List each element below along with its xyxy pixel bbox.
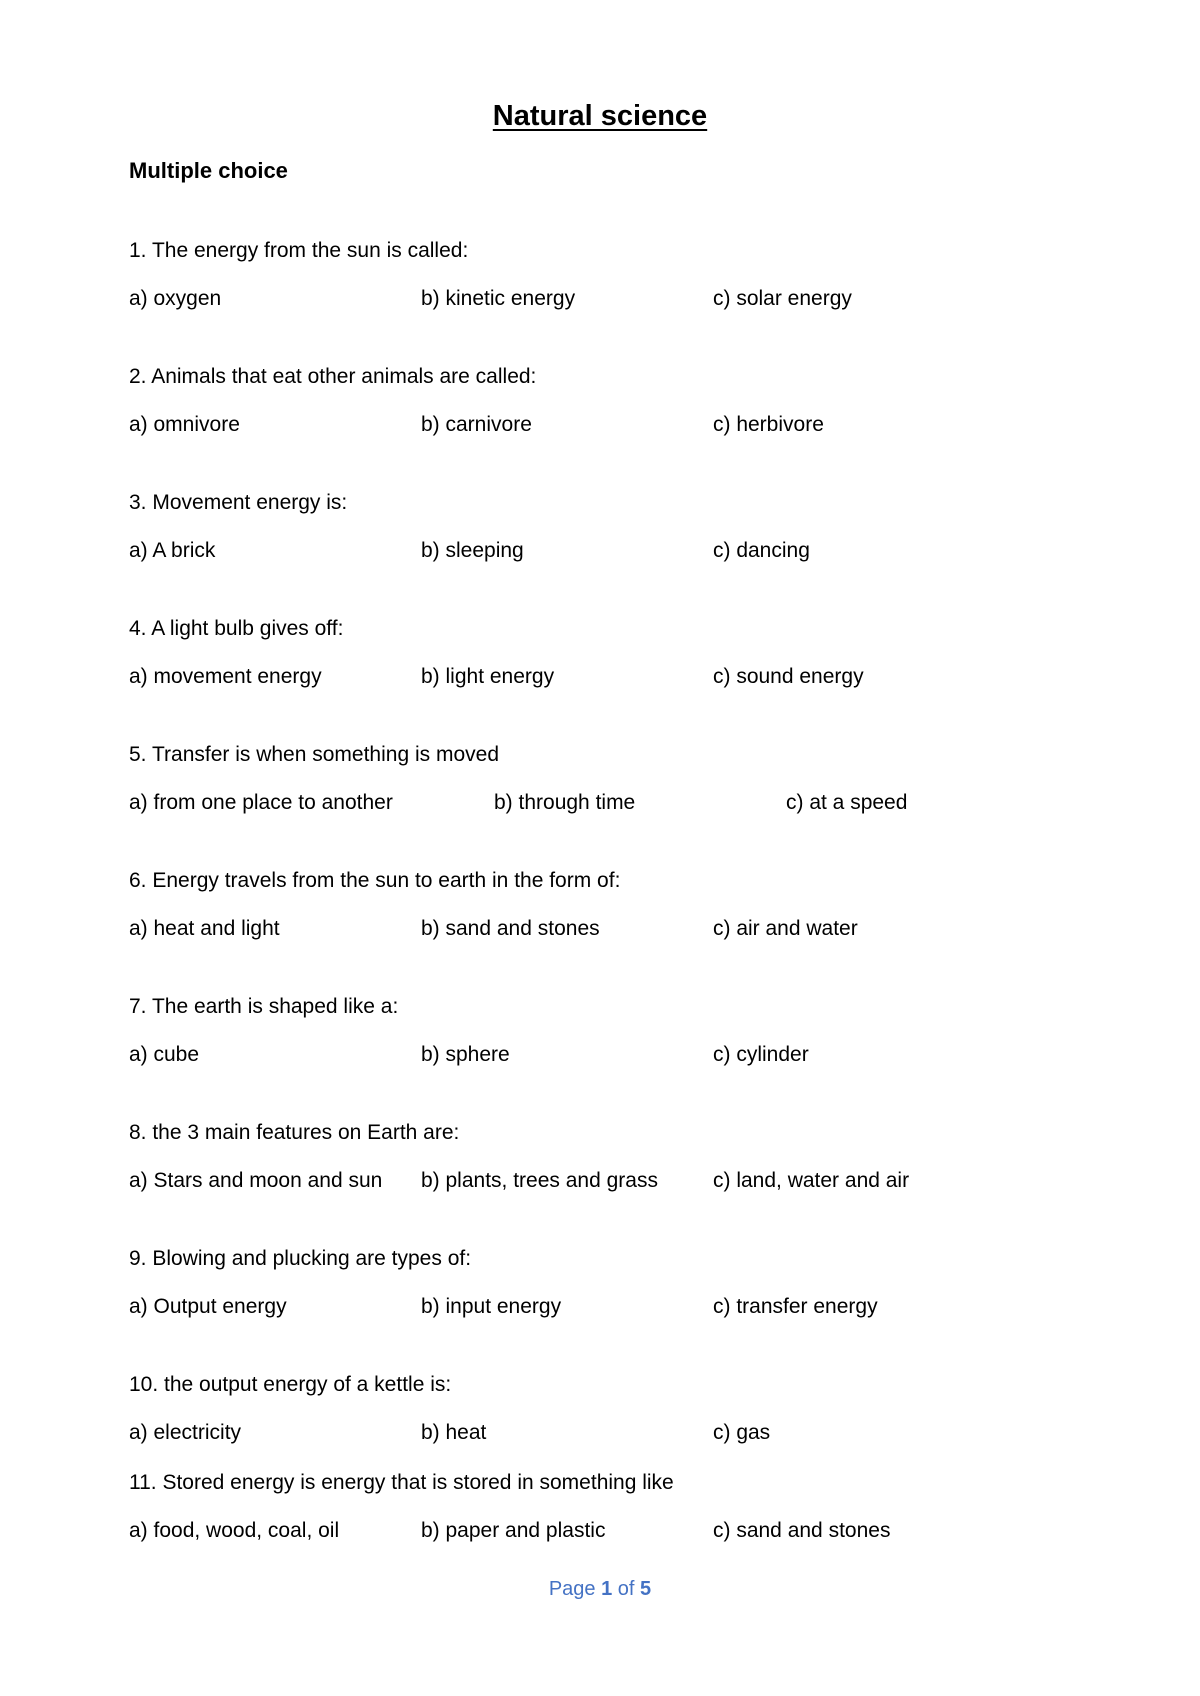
option-a: a) oxygen (129, 287, 222, 310)
option-a: a) heat and light (129, 917, 280, 940)
question-prompt: 6. Energy travels from the sun to earth in the form of: (129, 869, 621, 892)
answer-options (129, 1516, 1089, 1546)
question-prompt: 9. Blowing and plucking are types of: (129, 1247, 472, 1270)
question-item (129, 614, 1089, 692)
question-item (129, 740, 1089, 818)
question-prompt: 10. the output energy of a kettle is: (129, 1373, 452, 1396)
option-a: a) food, wood, coal, oil (129, 1519, 340, 1542)
option-c: c) gas (713, 1421, 771, 1444)
footer-page-word: Page (548, 1578, 596, 1600)
footer-of-word: of (617, 1578, 635, 1600)
option-b: b) sphere (421, 1043, 510, 1066)
question-item (129, 992, 1089, 1070)
option-b: b) plants, trees and grass (421, 1169, 658, 1192)
question-prompt: 3. Movement energy is: (129, 491, 348, 514)
option-a: a) electricity (129, 1421, 242, 1444)
question-item (129, 236, 1089, 314)
page-footer (0, 1578, 1200, 1601)
question-prompt: 8. the 3 main features on Earth are: (129, 1121, 460, 1144)
section-heading: Multiple choice (129, 158, 288, 183)
page-title: Natural science (492, 100, 708, 132)
option-b: b) paper and plastic (421, 1519, 606, 1542)
option-c: c) transfer energy (713, 1295, 878, 1318)
option-c: c) sand and stones (713, 1519, 891, 1542)
question-prompt: 11. Stored energy is energy that is stored in something like (129, 1471, 674, 1494)
footer-total-pages: 5 (640, 1578, 652, 1600)
answer-options (129, 1040, 1089, 1070)
answer-options (129, 1166, 1089, 1196)
question-item (129, 1118, 1089, 1196)
option-b: b) light energy (421, 665, 555, 688)
option-a: a) from one place to another (129, 791, 393, 814)
question-item (129, 1468, 1089, 1546)
question-item (129, 866, 1089, 944)
option-a: a) cube (129, 1043, 200, 1066)
option-b: b) input energy (421, 1295, 562, 1318)
option-b: b) through time (494, 791, 636, 814)
option-b: b) sand and stones (421, 917, 600, 940)
answer-options (129, 914, 1089, 944)
answer-options (129, 1292, 1089, 1322)
option-b: b) carnivore (421, 413, 532, 436)
answer-options (129, 1418, 1089, 1448)
option-a: a) Stars and moon and sun (129, 1169, 383, 1192)
question-prompt: 5. Transfer is when something is moved (129, 743, 500, 766)
option-a: a) omnivore (129, 413, 240, 436)
option-b: b) heat (421, 1421, 487, 1444)
question-item (129, 488, 1089, 566)
option-c: c) cylinder (713, 1043, 809, 1066)
question-prompt: 7. The earth is shaped like a: (129, 995, 399, 1018)
option-c: c) herbivore (713, 413, 824, 436)
option-c: c) solar energy (713, 287, 852, 310)
option-a: a) A brick (129, 539, 216, 562)
option-c: c) land, water and air (713, 1169, 910, 1192)
question-prompt: 2. Animals that eat other animals are called: (129, 365, 537, 388)
option-b: b) sleeping (421, 539, 524, 562)
answer-options (129, 536, 1089, 566)
option-c: c) sound energy (713, 665, 864, 688)
option-a: a) movement energy (129, 665, 322, 688)
answer-options (129, 788, 1089, 818)
footer-page-number: 1 (601, 1578, 613, 1600)
answer-options (129, 662, 1089, 692)
answer-options (129, 284, 1089, 314)
question-prompt: 1. The energy from the sun is called: (129, 239, 469, 262)
option-b: b) kinetic energy (421, 287, 576, 310)
option-c: c) air and water (713, 917, 858, 940)
question-prompt: 4. A light bulb gives off: (129, 617, 344, 640)
question-item (129, 362, 1089, 440)
option-c: c) at a speed (786, 791, 908, 814)
option-a: a) Output energy (129, 1295, 287, 1318)
question-item (129, 1370, 1089, 1448)
option-c: c) dancing (713, 539, 810, 562)
answer-options (129, 410, 1089, 440)
question-item (129, 1244, 1089, 1322)
